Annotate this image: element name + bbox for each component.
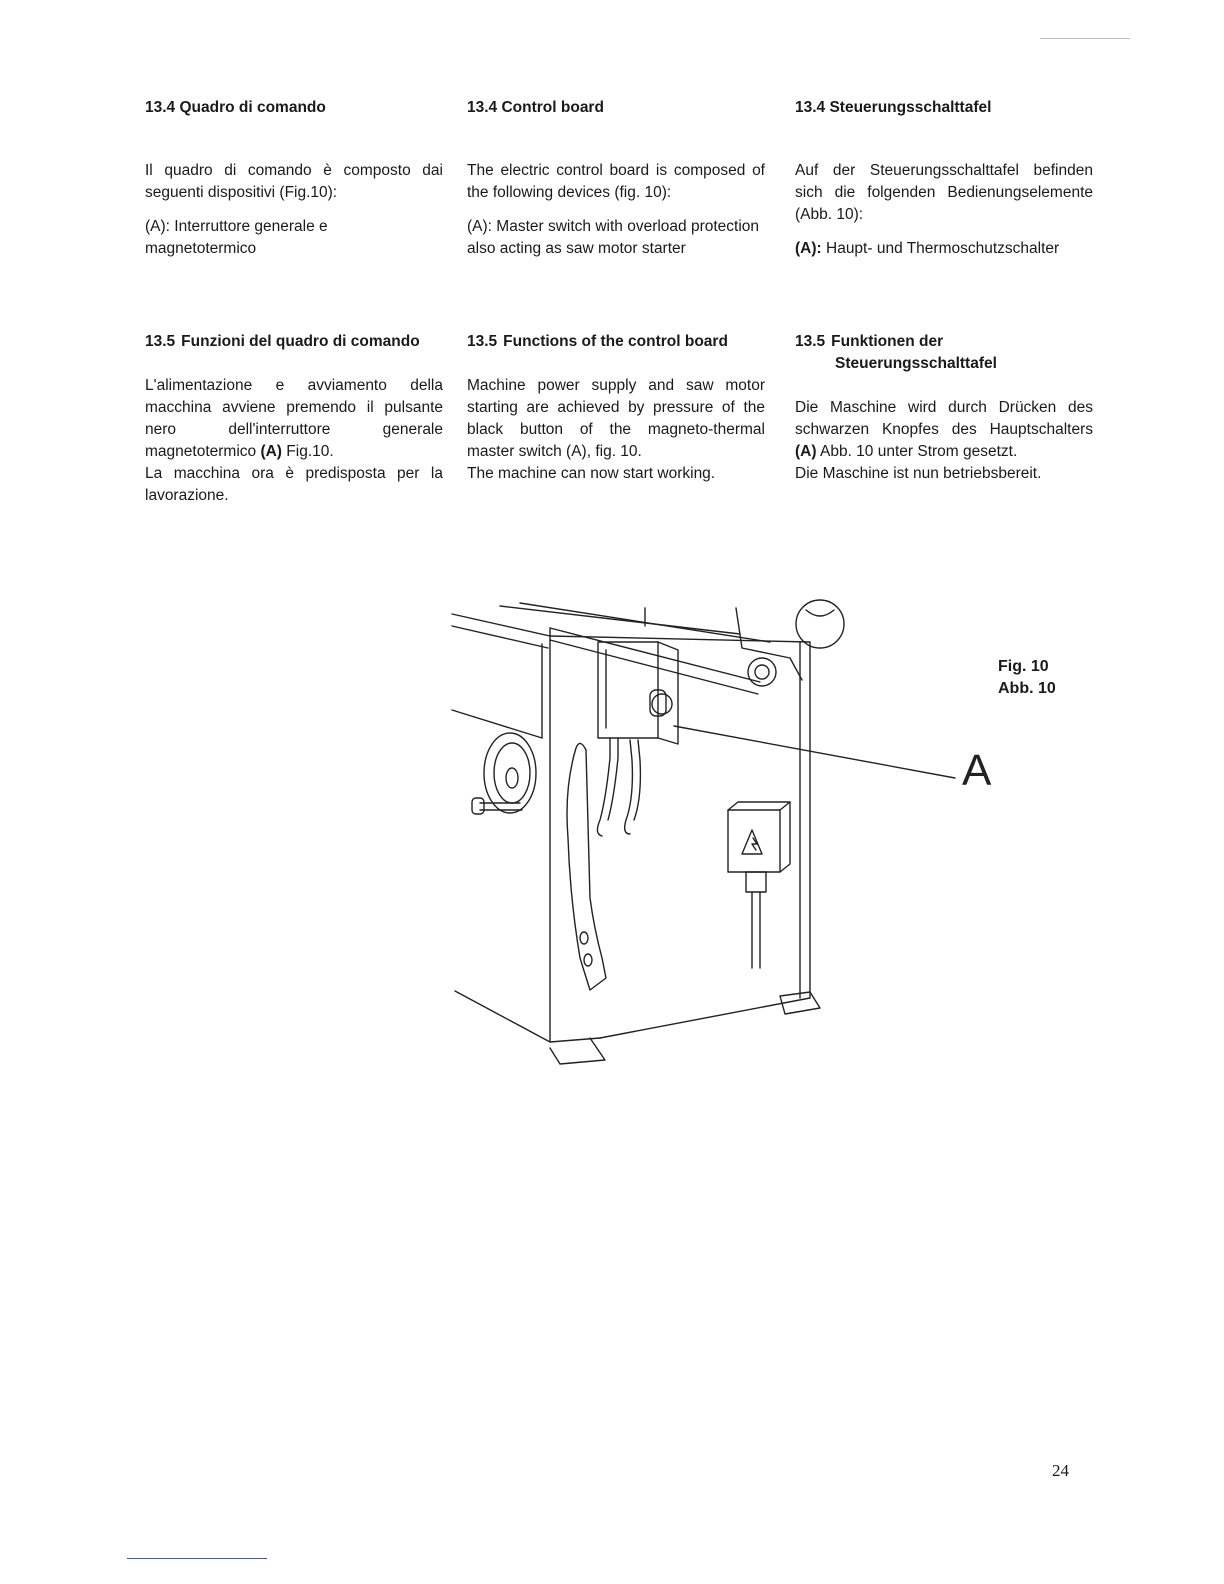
handwheel-handle xyxy=(480,803,522,810)
item-a-text: Master switch with overload protection also acting as saw motor starter xyxy=(467,218,760,257)
cable-right-2 xyxy=(634,740,640,820)
heading-title-line1: Funktionen der xyxy=(831,333,944,350)
body2-13-5-de: Die Maschine ist nun betriebsbereit. xyxy=(795,465,1042,482)
heading-number: 13.5 xyxy=(795,333,826,350)
heading-13-5-it xyxy=(145,331,443,353)
cabinet-top-shade xyxy=(452,626,548,648)
figure-caption-line2: Abb. 10 xyxy=(998,680,1056,697)
item-a-label: (A): xyxy=(795,240,822,257)
body-13-4-it: Il quadro di comando è composto dai seguenti dispositivi (Fig.10): xyxy=(145,162,443,201)
heading-number: 13.5 xyxy=(467,333,498,350)
heading-title: Functions of the control board xyxy=(503,333,728,350)
heading-13-4-it: 13.4 Quadro di comando xyxy=(145,99,326,116)
section-13-4-italian xyxy=(145,97,443,260)
switch-box-side xyxy=(658,642,678,744)
pulley-outer xyxy=(748,658,776,686)
body-13-5-en: Machine power supply and saw motor starting are achieved by pressure of the black button of the magneto-thermal master switch (A), fig. 10. xyxy=(467,377,765,460)
page-number: 24 xyxy=(1052,1461,1069,1480)
handwheel xyxy=(484,733,536,813)
heading-title-line2: Steuerungsschalttafel xyxy=(835,355,997,372)
cable-left xyxy=(597,738,610,836)
cabinet-left-side-edge xyxy=(452,710,542,738)
figure-caption xyxy=(998,656,1056,700)
motor-wheel-detail xyxy=(806,610,834,616)
reference-a: (A) xyxy=(795,443,817,460)
pulley-inner xyxy=(755,665,769,679)
lever-hole-2 xyxy=(584,954,592,966)
handwheel-hub xyxy=(506,768,518,788)
heading-13-4-de: 13.4 Steuerungsschalttafel xyxy=(795,99,992,116)
figure-caption-line1: Fig. 10 xyxy=(998,658,1049,675)
reference-a: (A) xyxy=(260,443,282,460)
heading-13-5-de xyxy=(795,331,1093,375)
item-a-13-4-it xyxy=(145,216,443,260)
heading-title: Funzioni del quadro di comando xyxy=(181,333,420,350)
callout-line-a xyxy=(674,726,955,778)
lever-hole-1 xyxy=(580,932,588,944)
cable-right xyxy=(625,740,633,834)
handwheel-inner xyxy=(494,743,530,803)
section-13-5-english xyxy=(467,331,765,485)
item-a-13-4-de xyxy=(795,238,1093,260)
body2-13-5-en: The machine can now start working. xyxy=(467,465,716,482)
junction-box xyxy=(728,810,780,872)
junction-box-depth xyxy=(728,802,790,872)
body-13-4-de: Auf der Steuerungsschalttafel befinden sich die folgenden Bedienungselemente (Abb. 10): xyxy=(795,162,1093,223)
cabinet-bottom-left-edge xyxy=(455,991,550,1042)
body-13-4-en: The electric control board is composed of the following devices (fig. 10): xyxy=(467,162,765,201)
callout-label-a: A xyxy=(962,746,992,795)
body-13-5-it xyxy=(145,375,443,463)
switch-box xyxy=(598,642,658,738)
heading-13-4-en: 13.4 Control board xyxy=(467,99,604,116)
body-text: L'alimentazione e avviamento della macchina avviene premendo il pulsante nero dell'interruttore generale magnetotermico xyxy=(145,377,443,460)
section-13-5-german xyxy=(795,331,1093,485)
scan-artifact-line xyxy=(1040,38,1130,39)
body-13-5-de xyxy=(795,397,1093,463)
motor-wheel xyxy=(796,600,844,648)
item-a-text: Haupt- und Thermoschutzschalter xyxy=(826,240,1060,257)
item-a-13-4-en xyxy=(467,216,765,260)
section-13-4-english xyxy=(467,97,765,260)
cabinet-top-edge-left xyxy=(452,614,550,636)
lever-arm xyxy=(567,743,606,990)
warning-triangle-icon xyxy=(742,830,762,854)
cable-gland xyxy=(746,872,766,892)
footer-rule xyxy=(127,1558,267,1559)
item-a-text: Interruttore generale e magnetotermico xyxy=(145,218,328,257)
item-a-label: (A): xyxy=(467,218,492,235)
body-text-end: Abb. 10 unter Strom gesetzt. xyxy=(819,443,1018,460)
handwheel-grip xyxy=(472,798,484,814)
junction-cable xyxy=(752,892,760,968)
body2-13-5-it: La macchina ora è predisposta per la lavorazione. xyxy=(145,465,443,504)
item-a-label: (A): xyxy=(145,218,170,235)
figure-10-machine-drawing xyxy=(440,598,1020,1073)
cabinet-top-edge xyxy=(500,606,740,634)
heading-number: 13.5 xyxy=(145,333,176,350)
heading-13-5-en xyxy=(467,331,765,353)
section-13-4-german xyxy=(795,97,1093,260)
body-text: Die Maschine wird durch Drücken des schwarzen Knopfes des Hauptschalters xyxy=(795,399,1093,438)
belt-lower xyxy=(550,640,758,694)
cabinet-left-front xyxy=(550,636,600,1042)
body-text-end: Fig.10. xyxy=(286,443,334,460)
switch-button-a xyxy=(652,694,672,714)
section-13-5-italian xyxy=(145,331,443,507)
